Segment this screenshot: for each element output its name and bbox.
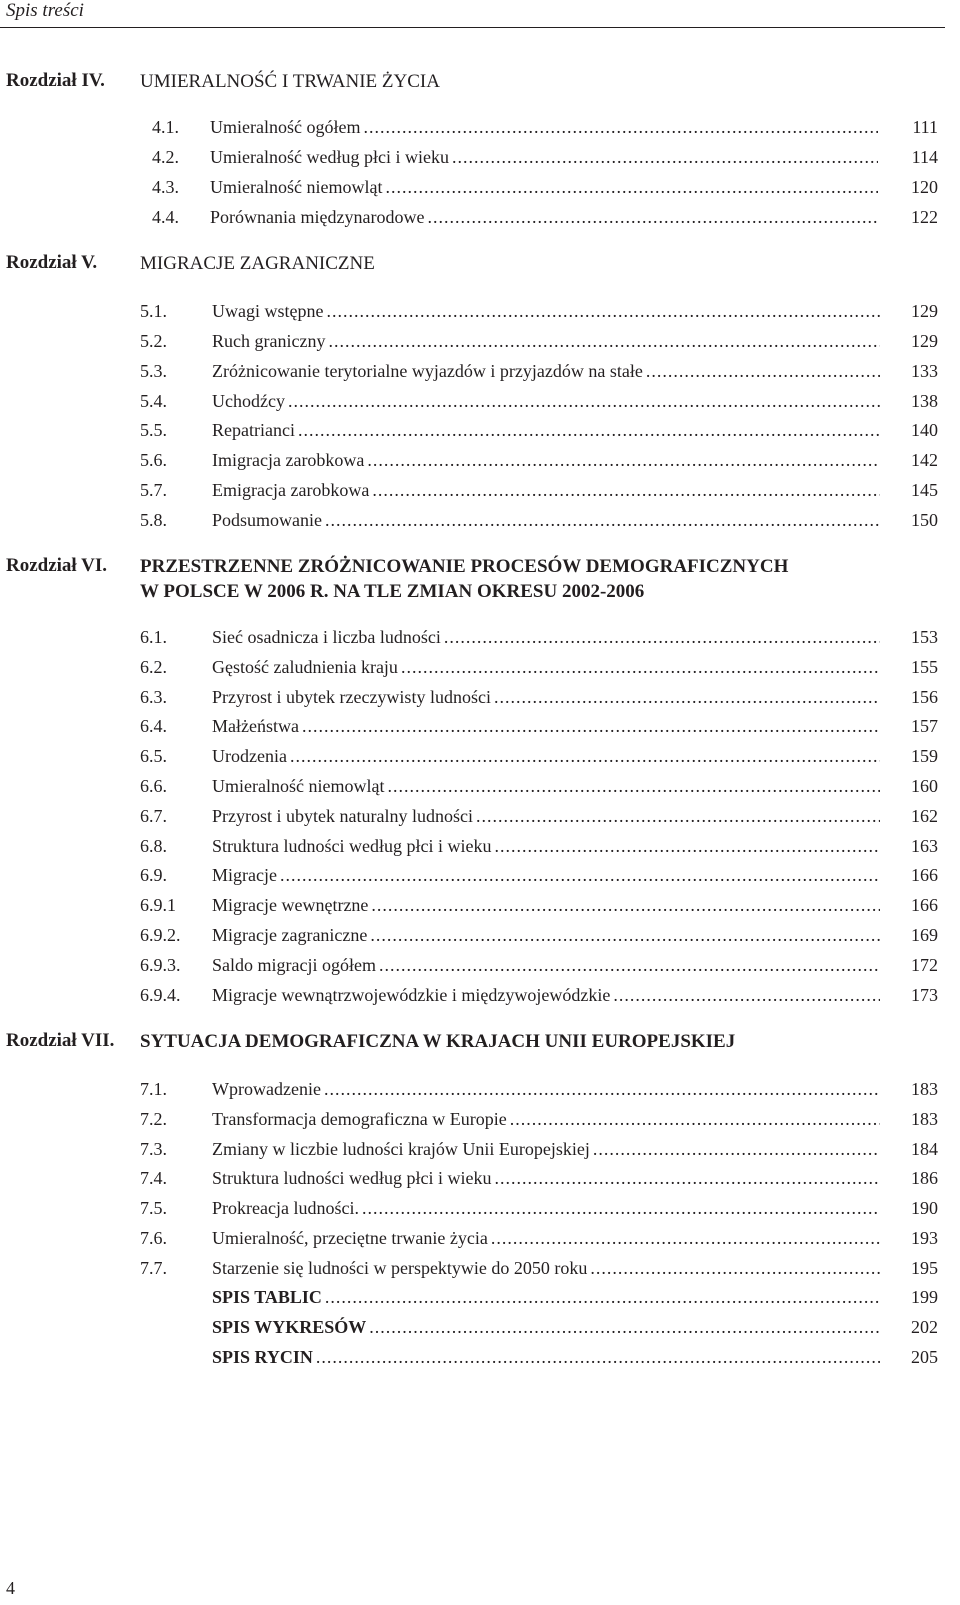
toc-entry[interactable] [0, 1196, 960, 1220]
entry-number: 5.3. [140, 361, 167, 381]
dot-leader [494, 834, 880, 858]
toc-entry-appendix[interactable] [0, 1345, 960, 1369]
entry-number: 6.7. [140, 806, 167, 826]
entry-page: 166 [911, 895, 938, 915]
entry-page: 193 [911, 1228, 938, 1248]
entry-title: Repatrianci [212, 420, 295, 440]
entry-page: 163 [911, 836, 938, 856]
toc-entry[interactable] [0, 1107, 960, 1131]
dot-leader [401, 655, 880, 679]
entry-page: 160 [911, 776, 938, 796]
toc-entry[interactable] [0, 478, 960, 502]
entry-title: Migracje wewnętrzne [212, 895, 369, 915]
entry-title: Migracje wewnątrzwojewódzkie i międzywojewódzkie [212, 985, 611, 1005]
toc-entry[interactable] [0, 744, 960, 768]
entry-number: 7.6. [140, 1228, 167, 1248]
toc-entry[interactable] [0, 923, 960, 947]
entry-number: 6.2. [140, 657, 167, 677]
dot-leader [325, 508, 880, 532]
entry-page: 173 [911, 985, 938, 1005]
entry-page: 172 [911, 955, 938, 975]
entry-title: Wprowadzenie [212, 1079, 321, 1099]
dot-leader [298, 418, 880, 442]
chapter-title-iv: UMIERALNOŚĆ I TRWANIE ŻYCIA [140, 71, 440, 92]
entry-number: 4.3. [152, 177, 179, 197]
entry-title: Prokreacja ludności. [212, 1198, 359, 1218]
entry-title: Zmiany w liczbie ludności krajów Unii Europejskiej [212, 1139, 590, 1159]
entry-title: Transformacja demograficzna w Europie [212, 1109, 507, 1129]
chapter-title-vii: SYTUACJA DEMOGRAFICZNA W KRAJACH UNII EUROPEJSKIEJ [140, 1031, 736, 1052]
entry-title: Umieralność ogółem [210, 117, 361, 137]
toc-entry[interactable] [0, 893, 960, 917]
header-divider [0, 27, 945, 28]
chapter-title-v: MIGRACJE ZAGRANICZNE [140, 253, 375, 274]
entry-title: SPIS TABLIC [212, 1287, 322, 1307]
toc-entry[interactable] [0, 145, 960, 169]
toc-entry[interactable] [0, 1256, 960, 1280]
chapter-title-vi-line1: PRZESTRZENNE ZRÓŻNICOWANIE PROCESÓW DEMOGRAFICZNYCH [140, 556, 789, 577]
entry-title: SPIS RYCIN [212, 1347, 313, 1367]
entry-number: 5.2. [140, 331, 167, 351]
entry-title: SPIS WYKRESÓW [212, 1317, 367, 1337]
entry-number: 6.1. [140, 627, 167, 647]
toc-entry-appendix[interactable] [0, 1315, 960, 1339]
entry-page: 129 [911, 331, 938, 351]
dot-leader [371, 893, 880, 917]
entry-title: Saldo migracji ogółem [212, 955, 376, 975]
entry-title: Struktura ludności według płci i wieku [212, 1168, 492, 1188]
entry-page: 111 [912, 117, 938, 137]
entry-page: 156 [911, 687, 938, 707]
entry-page: 120 [911, 177, 938, 197]
entry-page: 195 [911, 1258, 938, 1278]
toc-entry[interactable] [0, 1077, 960, 1101]
chapter-label-v: Rozdział V. [6, 252, 98, 273]
chapter-label-vi: Rozdział VI. [6, 555, 107, 576]
entry-page: 183 [911, 1109, 938, 1129]
entry-number: 7.5. [140, 1198, 167, 1218]
entry-number: 5.7. [140, 480, 167, 500]
entry-number: 7.7. [140, 1258, 167, 1278]
toc-entry[interactable] [0, 508, 960, 532]
entry-number: 6.6. [140, 776, 167, 796]
entry-number: 5.6. [140, 450, 167, 470]
entry-title: Sieć osadnicza i liczba ludności [212, 627, 441, 647]
dot-leader [452, 145, 878, 169]
toc-entry[interactable] [0, 714, 960, 738]
entry-title: Przyrost i ubytek naturalny ludności [212, 806, 473, 826]
entry-title: Umieralność według płci i wieku [210, 147, 449, 167]
toc-entry[interactable] [0, 175, 960, 199]
entry-page: 142 [911, 450, 938, 470]
entry-page: 159 [911, 746, 938, 766]
entry-title: Umieralność niemowląt [210, 177, 383, 197]
entry-page: 169 [911, 925, 938, 945]
dot-leader [476, 804, 880, 828]
entry-page: 157 [911, 716, 938, 736]
toc-entry[interactable] [0, 299, 960, 323]
entry-page: 145 [911, 480, 938, 500]
toc-entry[interactable] [0, 804, 960, 828]
page-number: 4 [6, 1578, 15, 1598]
dot-leader [369, 1315, 880, 1339]
dot-leader [590, 1256, 880, 1280]
dot-leader [494, 1166, 880, 1190]
chapter-label-vii: Rozdział VII. [6, 1030, 115, 1051]
dot-leader [372, 478, 880, 502]
running-header: Spis treści [6, 0, 84, 21]
dot-leader [280, 863, 880, 887]
toc-entry[interactable] [0, 685, 960, 709]
dot-leader [646, 359, 880, 383]
entry-page: 155 [911, 657, 938, 677]
entry-page: 199 [911, 1287, 938, 1307]
toc-entry[interactable] [0, 625, 960, 649]
entry-title: Zróżnicowanie terytorialne wyjazdów i przyjazdów na stałe [212, 361, 643, 381]
entry-page: 153 [911, 627, 938, 647]
entry-title: Ruch graniczny [212, 331, 326, 351]
entry-title: Uwagi wstępne [212, 301, 324, 321]
dot-leader [491, 1226, 880, 1250]
toc-entry[interactable] [0, 205, 960, 229]
entry-page: 205 [911, 1347, 938, 1367]
toc-entry[interactable] [0, 115, 960, 139]
entry-page: 138 [911, 391, 938, 411]
dot-leader [328, 329, 880, 353]
entry-page: 166 [911, 865, 938, 885]
dot-leader [444, 625, 880, 649]
entry-number: 4.2. [152, 147, 179, 167]
dot-leader [325, 1285, 880, 1309]
entry-page: 184 [911, 1139, 938, 1159]
toc-entry[interactable] [0, 418, 960, 442]
entry-page: 129 [911, 301, 938, 321]
entry-number: 6.3. [140, 687, 167, 707]
dot-leader [510, 1107, 880, 1131]
toc-entry[interactable] [0, 329, 960, 353]
entry-page: 190 [911, 1198, 938, 1218]
entry-number: 5.4. [140, 391, 167, 411]
entry-number: 6.9.4. [140, 985, 181, 1005]
toc-entry[interactable] [0, 953, 960, 977]
dot-leader [379, 953, 880, 977]
entry-title: Małżeństwa [212, 716, 299, 736]
dot-leader [494, 685, 880, 709]
entry-number: 5.5. [140, 420, 167, 440]
entry-title: Gęstość zaludnienia kraju [212, 657, 398, 677]
toc-entry[interactable] [0, 1166, 960, 1190]
entry-page: 186 [911, 1168, 938, 1188]
entry-number: 6.8. [140, 836, 167, 856]
dot-leader [427, 205, 878, 229]
toc-entry[interactable] [0, 389, 960, 413]
entry-number: 6.4. [140, 716, 167, 736]
toc-entry-appendix[interactable] [0, 1285, 960, 1309]
entry-page: 140 [911, 420, 938, 440]
entry-number: 6.9.1 [140, 895, 176, 915]
entry-number: 6.5. [140, 746, 167, 766]
dot-leader [326, 299, 880, 323]
entry-page: 122 [911, 207, 938, 227]
dot-leader [302, 714, 880, 738]
entry-title: Imigracja zarobkowa [212, 450, 365, 470]
entry-title: Migracje zagraniczne [212, 925, 368, 945]
dot-leader [363, 115, 878, 139]
entry-page: 202 [911, 1317, 938, 1337]
entry-page: 150 [911, 510, 938, 530]
entry-page: 133 [911, 361, 938, 381]
entry-number: 7.2. [140, 1109, 167, 1129]
entry-title: Starzenie się ludności w perspektywie do 2050 roku [212, 1258, 588, 1278]
toc-entry[interactable] [0, 983, 960, 1007]
toc-entry[interactable] [0, 834, 960, 858]
entry-title: Umieralność niemowląt [212, 776, 385, 796]
dot-leader [387, 774, 880, 798]
entry-title: Struktura ludności według płci i wieku [212, 836, 492, 856]
dot-leader [290, 744, 880, 768]
entry-page: 183 [911, 1079, 938, 1099]
chapter-label-iv: Rozdział IV. [6, 70, 105, 91]
entry-title: Przyrost i ubytek rzeczywisty ludności [212, 687, 491, 707]
entry-number: 7.4. [140, 1168, 167, 1188]
entry-number: 6.9.3. [140, 955, 181, 975]
dot-leader [316, 1345, 880, 1369]
entry-number: 5.1. [140, 301, 167, 321]
toc-entry[interactable] [0, 1226, 960, 1250]
dot-leader [324, 1077, 880, 1101]
toc-entry[interactable] [0, 774, 960, 798]
dot-leader [362, 1196, 880, 1220]
entry-title: Emigracja zarobkowa [212, 480, 370, 500]
entry-title: Podsumowanie [212, 510, 322, 530]
entry-number: 6.9. [140, 865, 167, 885]
dot-leader [593, 1137, 880, 1161]
entry-number: 7.3. [140, 1139, 167, 1159]
dot-leader [288, 389, 880, 413]
entry-number: 7.1. [140, 1079, 167, 1099]
entry-title: Uchodźcy [212, 391, 285, 411]
toc-entry[interactable] [0, 863, 960, 887]
chapter-title-vi-line2: W POLSCE W 2006 R. NA TLE ZMIAN OKRESU 2002-2006 [140, 581, 645, 602]
dot-leader [367, 448, 880, 472]
dot-leader [613, 983, 880, 1007]
entry-title: Umieralność, przeciętne trwanie życia [212, 1228, 488, 1248]
entry-number: 5.8. [140, 510, 167, 530]
toc-entry[interactable] [0, 448, 960, 472]
entry-title: Urodzenia [212, 746, 287, 766]
entry-number: 6.9.2. [140, 925, 181, 945]
entry-page: 114 [911, 147, 938, 167]
entry-title: Migracje [212, 865, 277, 885]
dot-leader [370, 923, 880, 947]
toc-entry[interactable] [0, 1137, 960, 1161]
dot-leader [385, 175, 878, 199]
entry-title: Porównania międzynarodowe [210, 207, 425, 227]
entry-number: 4.1. [152, 117, 179, 137]
entry-number: 4.4. [152, 207, 179, 227]
entry-page: 162 [911, 806, 938, 826]
toc-entry[interactable] [0, 655, 960, 679]
toc-entry[interactable] [0, 359, 960, 383]
